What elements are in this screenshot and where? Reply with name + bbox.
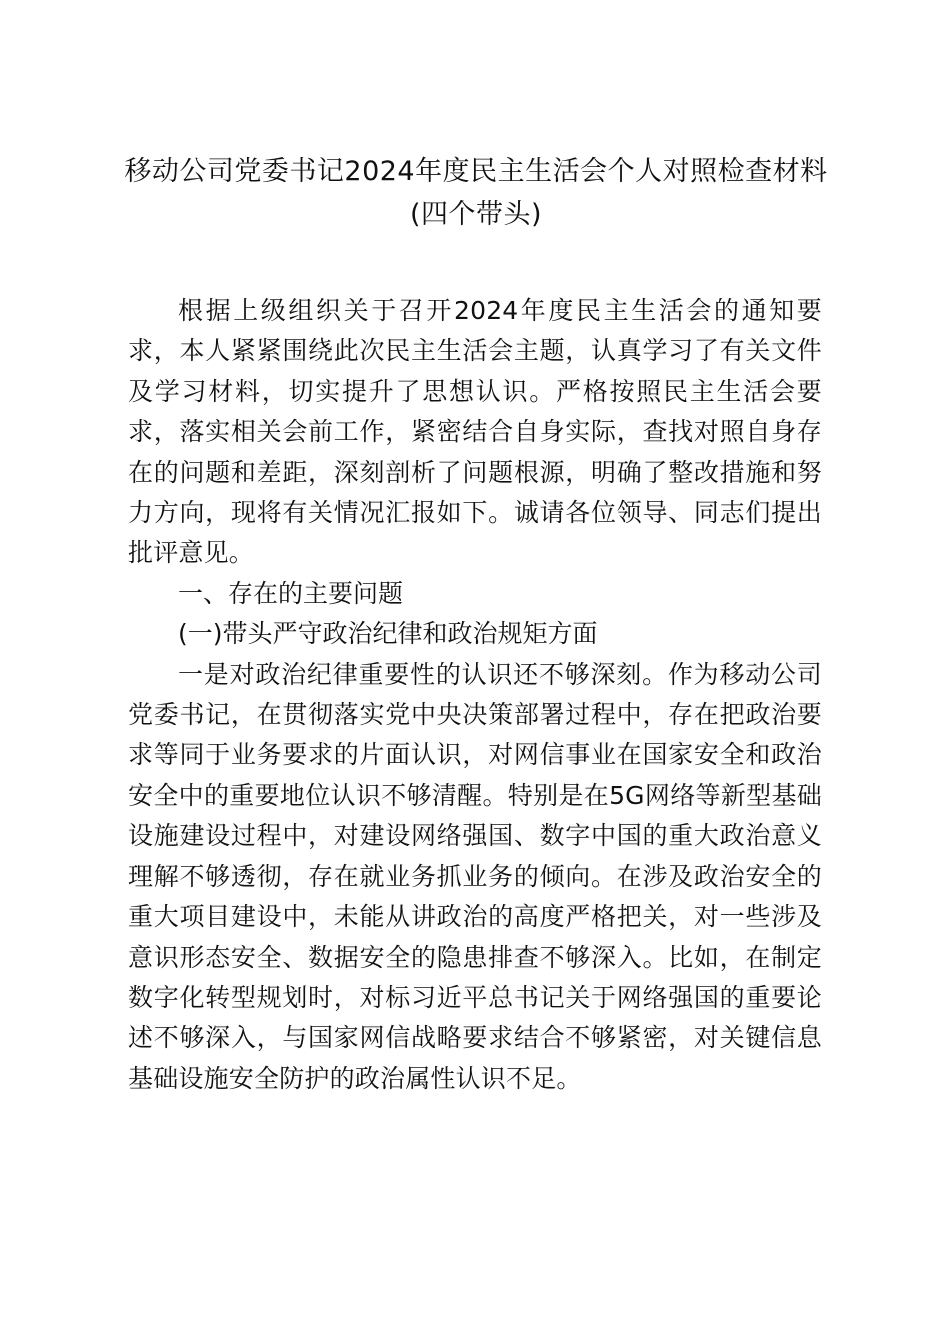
document-title: 移动公司党委书记2024年度民主生活会个人对照检查材料(四个带头) bbox=[124, 156, 828, 230]
intro-paragraph: 根据上级组织关于召开2024年度民主生活会的通知要求，本人紧紧围绕此次民主生活会主题，认真学习了有关文件及学习材料，切实提升了思想认识。严格按照民主生活会要求，落实相关会前工作，紧密结合自身实际，查找对照自身存在的问题和差距，深刻剖析了问题根源，明确了整改措施和努力方向，现将有关情况汇报如下。诚请各位领导、同志们提出批评意见。 bbox=[128, 296, 822, 568]
body-paragraph: 一是对政治纪律重要性的认识还不够深刻。作为移动公司党委书记，在贯彻落实党中央决策部署过程中，存在把政治要求等同于业务要求的片面认识，对网信事业在国家安全和政治安全中的重要地位认识不够清醒。特别是在5G网络等新型基础设施建设过程中，对建设网络强国、数字中国的重大政治意义理解不够透彻，存在就业务抓业务的倾向。在涉及政治安全的重大项目建设中，未能从讲政治的高度严格把关，对一些涉及意识形态安全、数据安全的隐患排查不够深入。比如，在制定数字化转型规划时，对标习近平总书记关于网络强国的重要论述不够深入，与国家网信战略要求结合不够紧密，对关键信息基础设施安全防护的政治属性认识不足。 bbox=[128, 659, 822, 1093]
document-body bbox=[128, 291, 822, 1099]
subsection-heading: (一)带头严守政治纪律和政治规矩方面 bbox=[178, 619, 598, 649]
section-heading: 一、存在的主要问题 bbox=[178, 578, 404, 608]
